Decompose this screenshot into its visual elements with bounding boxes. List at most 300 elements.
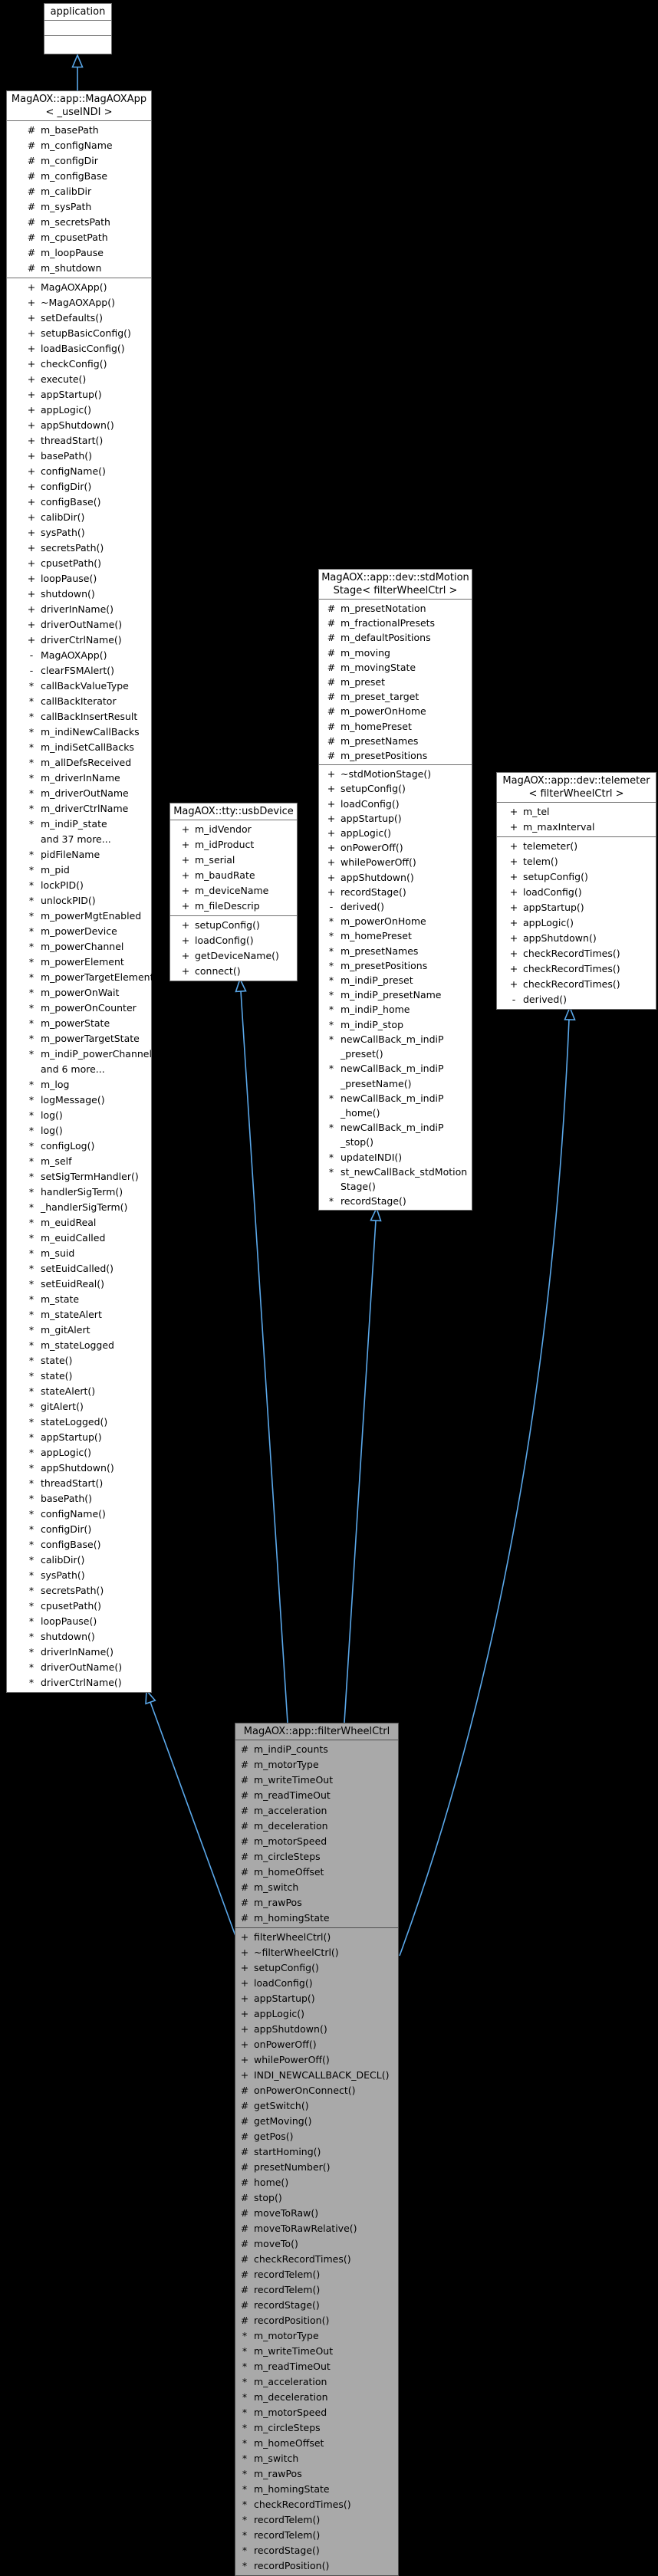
- member-visibility: +: [181, 965, 190, 977]
- member-row: [24, 1261, 151, 1276]
- member-name: m_presetNames: [341, 945, 419, 957]
- member-name: callBackInsertResult: [41, 711, 138, 722]
- member-visibility: *: [28, 941, 35, 952]
- attributes-compartment: [170, 820, 297, 916]
- member-row: [24, 280, 151, 295]
- member-row: [324, 885, 472, 899]
- member-name: _handlerSigTerm(): [41, 1201, 128, 1213]
- member-name: m_idProduct: [195, 839, 255, 850]
- member-visibility: *: [28, 1677, 35, 1688]
- class-node-filterwheelctrl[interactable]: [235, 1723, 399, 2576]
- member-visibility: +: [327, 856, 336, 869]
- member-row: [24, 1552, 151, 1568]
- member-visibility: *: [242, 2453, 248, 2464]
- member-row: [237, 1930, 398, 1945]
- member-row: [324, 1017, 472, 1032]
- member-row: [24, 617, 151, 632]
- member-row: [237, 2543, 398, 2558]
- class-node-stdmotionstage[interactable]: [318, 569, 472, 1211]
- member-name: m_indiNewCallBacks: [41, 726, 140, 738]
- member-row: [24, 464, 151, 479]
- class-node-magaoxapp[interactable]: [6, 90, 152, 1693]
- member-row: [237, 1991, 398, 2006]
- member-name: whilePowerOff(): [254, 2054, 330, 2065]
- member-visibility: *: [28, 1140, 35, 1152]
- member-name: newCallBack_m_indiP: [341, 1092, 444, 1104]
- member-name: cpusetPath(): [41, 1600, 102, 1612]
- member-name: m_pid: [41, 864, 70, 876]
- member-visibility: +: [27, 619, 36, 630]
- member-name: m_log: [41, 1079, 70, 1090]
- member-name: m_readTimeOut: [254, 2361, 331, 2372]
- member-row: [237, 2298, 398, 2313]
- member-name: m_homingState: [254, 2483, 330, 2495]
- member-name: onPowerOff(): [341, 842, 403, 854]
- member-name: recordTelem(): [254, 2529, 321, 2541]
- member-name: m_fractionalPresets: [341, 617, 436, 629]
- member-visibility: #: [240, 2238, 249, 2249]
- member-visibility: *: [242, 2361, 248, 2372]
- member-name: m_preset: [341, 676, 386, 688]
- member-row: [237, 1834, 398, 1849]
- member-row: [24, 418, 151, 433]
- member-visibility: *: [28, 1523, 35, 1535]
- member-visibility: *: [242, 2529, 248, 2541]
- member-visibility: #: [27, 155, 36, 166]
- member-row: [237, 1880, 398, 1895]
- member-row: [24, 449, 151, 464]
- member-visibility: #: [240, 1789, 249, 1801]
- member-name: m_defaultPositions: [341, 632, 431, 644]
- member-row: [237, 2221, 398, 2236]
- member-name: shutdown(): [41, 588, 95, 600]
- member-visibility: -: [29, 649, 34, 661]
- class-title-line: MagAOX::app::dev::stdMotion: [321, 572, 469, 583]
- member-row: [24, 199, 151, 215]
- member-name: m_powerElement: [41, 956, 124, 968]
- member-name: log(): [41, 1125, 63, 1136]
- class-title-line: Stage< filterWheelCtrl >: [333, 585, 458, 596]
- member-row: [24, 184, 151, 199]
- member-row: [324, 855, 472, 869]
- member-row: [237, 2512, 398, 2528]
- member-name: telem(): [523, 856, 558, 867]
- member-row: [24, 847, 151, 863]
- member-visibility: *: [28, 1125, 35, 1136]
- member-row: [24, 1614, 151, 1629]
- member-name: threadStart(): [41, 435, 104, 446]
- member-name: home(): [254, 2177, 289, 2188]
- member-row: [24, 387, 151, 402]
- methods-compartment: [7, 278, 154, 1692]
- member-visibility: #: [240, 1881, 249, 1893]
- member-row: [237, 2390, 398, 2405]
- member-visibility: *: [28, 910, 35, 922]
- member-row: [506, 804, 656, 820]
- member-name: appLogic(): [254, 2008, 304, 2019]
- member-name: m_powerMgtEnabled: [41, 910, 142, 922]
- member-row: [506, 854, 656, 869]
- member-row: [237, 2068, 398, 2083]
- class-title-line: < filterWheelCtrl >: [528, 788, 624, 800]
- member-name: m_presetNotation: [341, 603, 426, 614]
- member-name: m_powerOnHome: [341, 915, 426, 928]
- member-visibility: +: [27, 634, 36, 646]
- attributes-compartment: [235, 1740, 398, 1928]
- member-visibility: +: [181, 869, 190, 881]
- member-visibility: #: [240, 2253, 249, 2265]
- member-row: [324, 1135, 472, 1149]
- member-name: getMoving(): [254, 2115, 312, 2127]
- member-row: [24, 1016, 151, 1031]
- member-visibility: +: [27, 588, 36, 600]
- member-visibility: +: [240, 1993, 249, 2004]
- class-node-application[interactable]: [44, 3, 112, 54]
- member-visibility: #: [240, 1743, 249, 1755]
- member-name: m_serial: [195, 854, 235, 866]
- member-visibility: +: [27, 297, 36, 308]
- member-row: [324, 944, 472, 958]
- member-name: m_homePreset: [341, 720, 412, 732]
- member-row: [324, 1165, 472, 1179]
- member-row: [24, 1522, 151, 1537]
- member-visibility: #: [240, 1759, 249, 1770]
- member-name: m_driverInName: [41, 772, 120, 784]
- member-row: [24, 632, 151, 648]
- member-visibility: *: [242, 2391, 248, 2403]
- member-name: driverOutName(): [41, 1661, 123, 1673]
- member-row: [24, 495, 151, 510]
- member-name: m_indiP_preset: [341, 974, 413, 987]
- member-name: appStartup(): [523, 902, 584, 913]
- member-visibility: +: [240, 2023, 249, 2035]
- member-name: newCallBack_m_indiP: [341, 1063, 444, 1075]
- member-name: configName(): [41, 465, 106, 477]
- member-visibility: +: [509, 821, 518, 833]
- member-visibility: #: [240, 2177, 249, 2188]
- member-row: [178, 948, 297, 964]
- member-visibility: *: [28, 1309, 35, 1320]
- member-name: m_indiP_powerChannel: [41, 1048, 152, 1060]
- member-row: [237, 2006, 398, 2022]
- member-visibility: -: [512, 994, 516, 1005]
- member-name: secretsPath(): [41, 1585, 104, 1596]
- member-name: getPos(): [254, 2131, 294, 2142]
- member-visibility: *: [28, 1416, 35, 1428]
- member-visibility: #: [327, 691, 336, 703]
- member-name: m_motorType: [254, 1759, 319, 1770]
- member-name: m_motorSpeed: [254, 2407, 327, 2418]
- member-name: recordStage(): [254, 2299, 320, 2311]
- member-visibility: *: [328, 930, 334, 942]
- member-visibility: +: [27, 435, 36, 446]
- member-name: m_presetNames: [341, 734, 419, 747]
- member-visibility: *: [328, 1004, 334, 1016]
- member-name: filterWheelCtrl(): [254, 1931, 331, 1943]
- member-name: m_loopPause: [41, 247, 104, 258]
- methods-compartment: [44, 36, 111, 54]
- member-name: lockPID(): [41, 879, 84, 891]
- member-row: [237, 2558, 398, 2574]
- member-row: [237, 2206, 398, 2221]
- member-visibility: +: [27, 511, 36, 523]
- member-visibility: #: [240, 2299, 249, 2311]
- member-visibility: *: [28, 1232, 35, 1244]
- member-row: [24, 1629, 151, 1644]
- class-title-line: MagAOX::app::MagAOXApp: [11, 94, 147, 105]
- member-visibility: *: [28, 1646, 35, 1658]
- member-name: m_indiP_state: [41, 818, 107, 830]
- member-row: [24, 1384, 151, 1399]
- member-row: [24, 123, 151, 138]
- member-row: [324, 826, 472, 840]
- member-visibility: +: [27, 327, 36, 339]
- member-name: recordStage(): [254, 2545, 320, 2556]
- member-visibility: *: [28, 1615, 35, 1627]
- member-name: recordStage(): [341, 886, 406, 898]
- member-visibility: +: [327, 827, 336, 840]
- member-name: updateINDI(): [341, 1151, 403, 1163]
- member-row: [24, 556, 151, 571]
- member-name: sysPath(): [41, 527, 85, 538]
- member-name: connect(): [195, 965, 241, 977]
- member-row: [237, 2236, 398, 2252]
- member-visibility: *: [28, 1217, 35, 1228]
- member-name: m_indiP_counts: [254, 1743, 328, 1755]
- member-name: m_deceleration: [254, 1820, 328, 1832]
- member-name: configBase(): [41, 496, 101, 508]
- member-row: [237, 2359, 398, 2374]
- member-row: [324, 1120, 472, 1135]
- member-name: m_circleSteps: [254, 1851, 321, 1862]
- member-row: [24, 479, 151, 495]
- attributes-compartment: [44, 21, 111, 36]
- member-visibility: #: [240, 2085, 249, 2096]
- member-name: sysPath(): [41, 1569, 85, 1581]
- member-row: [324, 797, 472, 811]
- member-row: [506, 992, 656, 1007]
- edge-filterwheelctrl-to-magaoxapp-line: [150, 1702, 235, 1936]
- member-visibility: *: [28, 971, 35, 983]
- member-name: m_secretsPath: [41, 216, 110, 228]
- member-visibility: #: [27, 124, 36, 136]
- member-row: [237, 2252, 398, 2267]
- member-visibility: *: [28, 987, 35, 998]
- member-name: appShutdown(): [41, 419, 114, 431]
- member-visibility: +: [240, 1931, 249, 1943]
- member-name: Stage(): [341, 1180, 376, 1192]
- member-visibility: +: [27, 281, 36, 293]
- member-name: _presetName(): [341, 1077, 412, 1089]
- member-row: [24, 770, 151, 786]
- member-row: [24, 245, 151, 261]
- member-visibility: *: [28, 1201, 35, 1213]
- member-row: [324, 646, 472, 660]
- member-name: m_acceleration: [254, 1805, 327, 1816]
- member-row: [178, 837, 297, 853]
- member-row: [24, 1322, 151, 1338]
- member-name: m_homePreset: [341, 930, 412, 942]
- member-row: [24, 402, 151, 418]
- member-name: loadConfig(): [195, 935, 254, 946]
- class-title: [235, 1723, 398, 1740]
- member-visibility: *: [28, 787, 35, 799]
- member-row: [237, 2328, 398, 2344]
- member-name: derived(): [523, 994, 568, 1005]
- member-visibility: +: [181, 823, 190, 835]
- member-row: [24, 1046, 151, 1062]
- member-visibility: *: [242, 2345, 248, 2357]
- edge-filterwheelctrl-to-stdmotionstage-line: [344, 1221, 376, 1723]
- member-row: [24, 1062, 151, 1077]
- member-row: [24, 724, 151, 740]
- member-name: m_circleSteps: [254, 2422, 321, 2433]
- member-row: [506, 820, 656, 835]
- member-name: loopPause(): [41, 1615, 97, 1627]
- member-visibility: *: [28, 1048, 35, 1060]
- class-node-telemeter[interactable]: [496, 772, 656, 1010]
- member-row: [324, 1061, 472, 1076]
- member-visibility: #: [240, 1835, 249, 1847]
- member-name: checkRecordTimes(): [523, 948, 620, 959]
- member-row: [324, 1179, 472, 1194]
- member-name: loadBasicConfig(): [41, 343, 125, 354]
- member-name: moveToRaw(): [254, 2207, 319, 2219]
- class-node-usbdevice[interactable]: [169, 803, 298, 981]
- member-row: [237, 2190, 398, 2206]
- member-row: [324, 1046, 472, 1061]
- member-visibility: +: [509, 871, 518, 882]
- member-visibility: #: [240, 2284, 249, 2295]
- member-row: [24, 955, 151, 970]
- member-visibility: *: [28, 1477, 35, 1489]
- member-visibility: *: [242, 2422, 248, 2433]
- member-name: moveToRawRelative(): [254, 2223, 357, 2234]
- member-name: stateAlert(): [41, 1385, 96, 1397]
- member-name: m_presetPositions: [341, 750, 428, 762]
- member-name: calibDir(): [41, 1554, 85, 1566]
- member-name: stateLogged(): [41, 1416, 108, 1428]
- member-name: m_indiP_home: [341, 1004, 410, 1016]
- member-name: appLogic(): [341, 827, 391, 840]
- member-visibility: #: [27, 247, 36, 258]
- member-visibility: *: [328, 945, 334, 957]
- member-row: [24, 341, 151, 356]
- member-name: setDefaults(): [41, 312, 104, 324]
- member-row: [24, 1169, 151, 1184]
- member-name: recordTelem(): [254, 2284, 321, 2295]
- attributes-compartment: [319, 600, 472, 765]
- member-name: setupConfig(): [195, 919, 260, 931]
- member-visibility: *: [28, 1094, 35, 1106]
- member-visibility: +: [327, 871, 336, 883]
- member-name: _preset(): [341, 1048, 383, 1060]
- member-name: m_homeOffset: [254, 2437, 324, 2449]
- member-visibility: *: [242, 2437, 248, 2449]
- member-visibility: #: [240, 1851, 249, 1862]
- member-row: [24, 1445, 151, 1460]
- member-name: _home(): [341, 1106, 380, 1119]
- member-row: [237, 1742, 398, 1757]
- member-visibility: +: [327, 783, 336, 795]
- member-row: [24, 909, 151, 924]
- member-visibility: *: [328, 974, 334, 987]
- class-title-line: MagAOX::app::filterWheelCtrl: [243, 1726, 390, 1737]
- member-name: m_powerDevice: [41, 925, 117, 937]
- member-name: m_motorSpeed: [254, 1835, 327, 1847]
- member-row: [24, 1215, 151, 1230]
- member-name: m_powerState: [41, 1017, 110, 1029]
- member-row: [24, 295, 151, 310]
- member-row: [24, 648, 151, 663]
- member-visibility: +: [181, 900, 190, 912]
- member-row: [237, 2420, 398, 2436]
- member-name: m_cpusetPath: [41, 232, 108, 243]
- member-name: recordTelem(): [254, 2269, 321, 2280]
- member-visibility: +: [509, 963, 518, 974]
- member-visibility: *: [28, 1585, 35, 1596]
- member-visibility: *: [28, 1554, 35, 1566]
- member-name: recordStage(): [341, 1195, 406, 1208]
- member-name: m_powerChannel: [41, 941, 124, 952]
- member-name: m_driverCtrlName: [41, 803, 129, 814]
- member-visibility: +: [27, 404, 36, 416]
- member-name: m_preset_target: [341, 691, 419, 703]
- member-row: [237, 2098, 398, 2114]
- member-visibility: +: [27, 542, 36, 554]
- member-name: m_powerOnCounter: [41, 1002, 137, 1014]
- member-visibility: +: [509, 806, 518, 817]
- member-visibility: #: [27, 262, 36, 274]
- member-row: [506, 931, 656, 946]
- member-name: presetNumber(): [254, 2161, 331, 2173]
- edge-magaoxapp-to-application-arrowhead: [73, 55, 83, 67]
- member-visibility: #: [240, 2146, 249, 2157]
- member-visibility: #: [27, 201, 36, 212]
- member-row: [178, 899, 297, 914]
- member-row: [324, 734, 472, 748]
- member-row: [24, 1537, 151, 1552]
- member-row: [237, 2282, 398, 2298]
- member-visibility: #: [327, 705, 336, 718]
- member-visibility: +: [27, 496, 36, 508]
- member-name: m_powerOnHome: [341, 705, 426, 718]
- member-row: [237, 2037, 398, 2052]
- member-name: calibDir(): [41, 511, 85, 523]
- member-visibility: *: [242, 2483, 248, 2495]
- member-visibility: #: [240, 2131, 249, 2142]
- member-visibility: *: [28, 1002, 35, 1014]
- member-visibility: #: [240, 2100, 249, 2111]
- member-name: threadStart(): [41, 1477, 104, 1489]
- member-name: ~stdMotionStage(): [341, 768, 432, 780]
- methods-compartment: [235, 1928, 398, 2575]
- member-row: [24, 1154, 151, 1169]
- member-visibility: *: [28, 1539, 35, 1550]
- member-visibility: *: [28, 925, 35, 937]
- member-name: driverInName(): [41, 603, 114, 615]
- member-row: [24, 1583, 151, 1598]
- member-row: [237, 1911, 398, 1926]
- member-row: [237, 2405, 398, 2420]
- member-name: m_powerTargetState: [41, 1033, 140, 1044]
- member-row: [24, 878, 151, 893]
- member-row: [237, 2466, 398, 2482]
- member-visibility: *: [328, 959, 334, 971]
- member-row: [324, 719, 472, 734]
- member-visibility: *: [28, 1278, 35, 1290]
- member-visibility: #: [240, 1866, 249, 1878]
